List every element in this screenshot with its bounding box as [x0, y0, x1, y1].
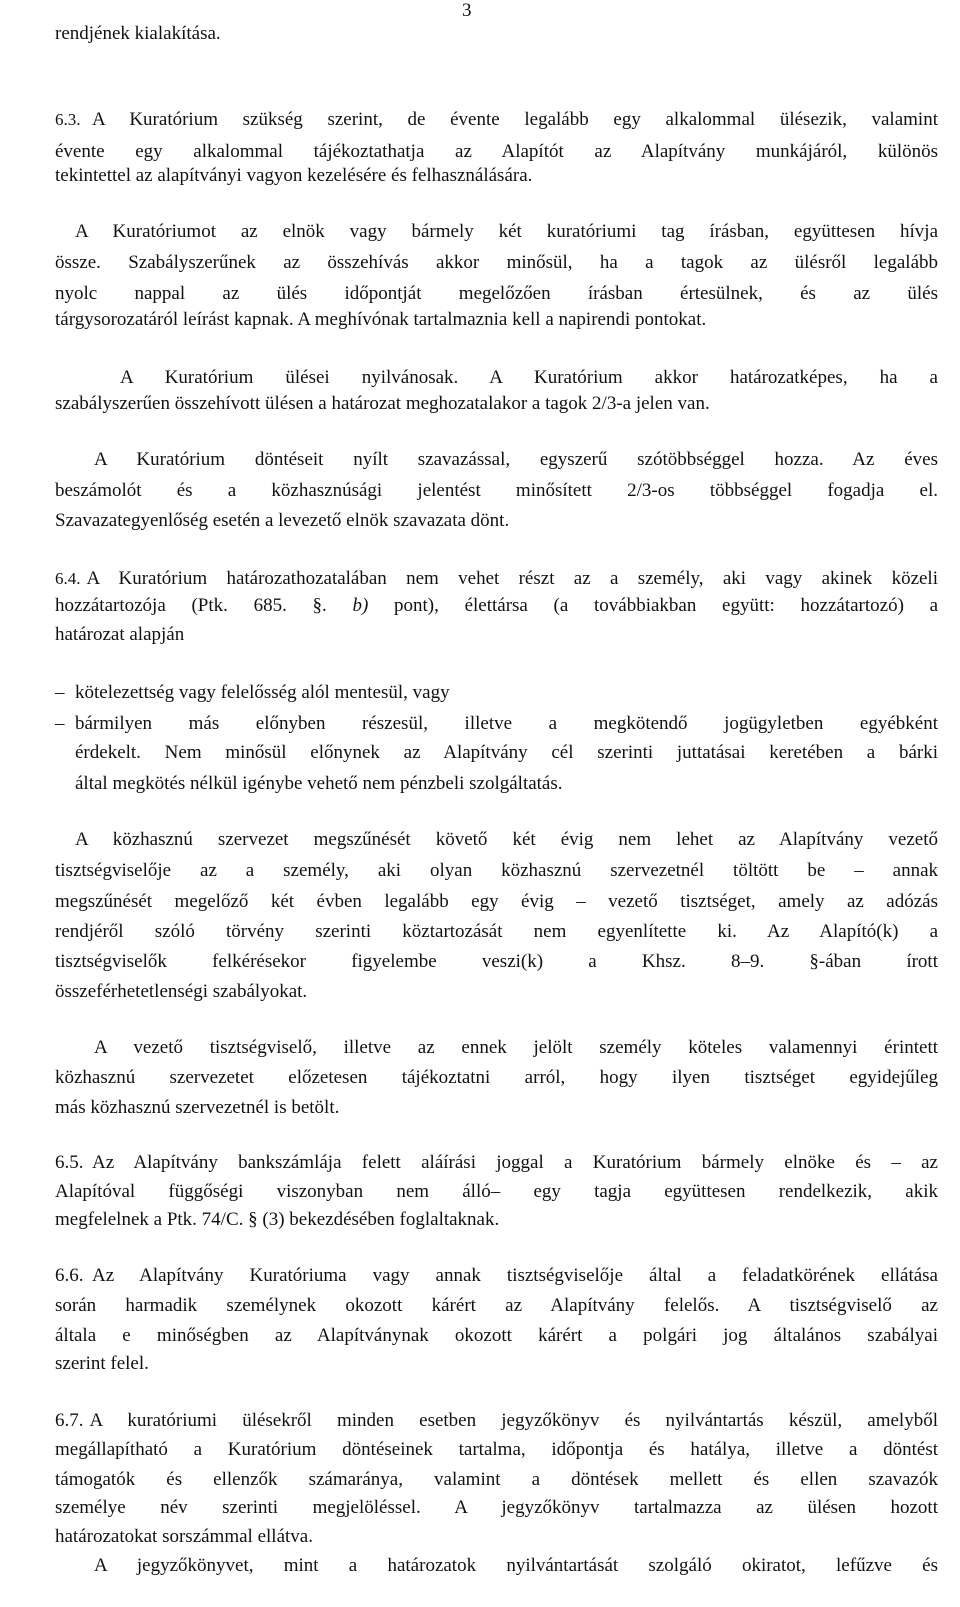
- text-line: megfelelnek a Ptk. 74/C. § (3) bekezdésében foglaltaknak.: [55, 1209, 500, 1230]
- text-line: érdekelt. Nem minősül előnynek az Alapítvány cél szerinti juttatásai keretében a bárki: [75, 742, 938, 763]
- dash-bullet: –: [55, 713, 65, 734]
- text-line: Szavazategyenlőség esetén a levezető elnök szavazata dönt.: [55, 510, 510, 531]
- text-line: tisztségviselője az a személy, aki olyan közhasznú szervezetnél töltött be – annak: [55, 860, 938, 881]
- text-line: határozat alapján: [55, 624, 185, 645]
- paragraph-6-5-first-line: 6.5. Az Alapítvány bankszámlája felett aláírási joggal a Kuratórium bármely elnöke és – az: [55, 1147, 938, 1179]
- paragraph-6-7-first-line: 6.7. A kuratóriumi ülésekről minden esetben jegyzőkönyv és nyilvántartás készül, amelyből: [55, 1405, 938, 1437]
- list-item: – bármilyen más előnyben részesül, illetve a megkötendő jogügyletben egyébként: [55, 708, 938, 740]
- text-line: rendjének kialakítása.: [55, 23, 221, 44]
- section-number: 6.5.: [55, 1152, 84, 1173]
- text-line: évente egy alkalommal tájékoztathatja az Alapítót az Alapítvány munkájáról, különös: [55, 141, 938, 162]
- text-line: Alapítóval függőségi viszonyban nem álló– egy tagja együttesen rendelkezik, akik: [55, 1181, 938, 1202]
- text-line: összeférhetetlenségi szabályokat.: [55, 981, 308, 1002]
- page-number: 3: [462, 0, 472, 21]
- text-line: A Kuratórium határozathozatalában nem vehet részt az a személy, aki vagy akinek közeli: [86, 568, 938, 589]
- text-line: megállapítható a Kuratórium döntéseinek tartalma, időpontja és hatálya, illetve a döntést: [55, 1439, 938, 1460]
- text-line: nyolc nappal az ülés időpontját megelőzően írásban értesülnek, és az ülés: [55, 283, 938, 304]
- text-line: A jegyzőkönyvet, mint a határozatok nyilvántartását szolgáló okiratot, lefűzve és: [94, 1555, 938, 1576]
- text-line: során harmadik személynek okozott kárért az Alapítvány felelős. A tisztségviselő az: [55, 1295, 938, 1316]
- text-line: általa e minőségben az Alapítványnak okozott kárért a polgári jog általános szabályai: [55, 1325, 938, 1346]
- text-line: A Kuratórium döntéseit nyílt szavazással, egyszerű szótöbbséggel hozza. Az éves: [94, 449, 938, 470]
- text-line: A Kuratórium szükség szerint, de évente legalább egy alkalommal ülésezik, valamint: [92, 109, 938, 130]
- paragraph-6-3-first-line: [55, 104, 938, 136]
- text-line: A közhasznú szervezet megszűnését követő két évig nem lehet az Alapítvány vezető: [75, 829, 938, 850]
- list-item: – kötelezettség vagy felelősség alól mentesül, vagy: [55, 677, 938, 709]
- text-line: A Kuratóriumot az elnök vagy bármely két kuratóriumi tag írásban, együttesen hívja: [75, 221, 938, 242]
- text-line: személye név szerinti megjelöléssel. A jegyzőkönyv tartalmazza az ülésen hozott: [55, 1497, 938, 1518]
- dash-bullet: –: [55, 682, 65, 703]
- section-number: 6.4.: [55, 569, 81, 588]
- section-number: 6.3.: [55, 110, 81, 129]
- text-line: határozatokat sorszámmal ellátva.: [55, 1526, 313, 1547]
- text-line: által megkötés nélkül igénybe vehető nem pénzbeli szolgáltatás.: [75, 773, 563, 794]
- text-line: más közhasznú szervezetnél is betölt.: [55, 1097, 340, 1118]
- text-line: támogatók és ellenzők számaránya, valamint a döntések mellett és ellen szavazók: [55, 1469, 938, 1490]
- text-line-with-reference: hozzátartozója (Ptk. 685. §. b) pont), élettársa (a továbbiakban együtt: hozzátartozó) a: [55, 595, 939, 616]
- text-line: A vezető tisztségviselő, illetve az ennek jelölt személy köteles valamennyi érintett: [94, 1037, 938, 1058]
- text-line: tisztségviselők felkérésekor figyelembe veszi(k) a Khsz. 8–9. §-ában írott: [55, 951, 938, 972]
- text-line: össze. Szabályszerűnek az összehívás akkor minősül, ha a tagok az ülésről legalább: [55, 252, 938, 273]
- section-number: 6.7.: [55, 1410, 84, 1431]
- paragraph-6-6-first-line: 6.6. Az Alapítvány Kuratóriuma vagy annak tisztségviselője által a feladatkörének ellátása: [55, 1260, 938, 1292]
- text-line: szabályszerűen összehívott ülésen a határozat meghozatalakor a tagok 2/3-a jelen van.: [55, 393, 710, 414]
- text-line: A Kuratórium ülései nyilvánosak. A Kuratórium akkor határozatképes, ha a: [120, 367, 938, 388]
- text-line: tekintettel az alapítványi vagyon kezelésére és felhasználására.: [55, 165, 533, 186]
- section-number: 6.6.: [55, 1265, 84, 1286]
- text-line: tárgysorozatáról leírást kapnak. A meghívónak tartalmaznia kell a napirendi pontokat.: [55, 309, 707, 330]
- text-line: rendjéről szóló törvény szerinti köztartozását nem egyenlítette ki. Az Alapító(k) a: [55, 921, 938, 942]
- text-line: megszűnését megelőző két évben legalább egy évig – vezető tisztséget, amely az adózás: [55, 891, 938, 912]
- text-line: szerint felel.: [55, 1353, 149, 1374]
- text-line: közhasznú szervezetet előzetesen tájékoztatni arról, hogy ilyen tisztséget egyidejűleg: [55, 1067, 938, 1088]
- text-line: beszámolót és a közhasznúsági jelentést minősített 2/3-os többséggel fogadja el.: [55, 480, 938, 501]
